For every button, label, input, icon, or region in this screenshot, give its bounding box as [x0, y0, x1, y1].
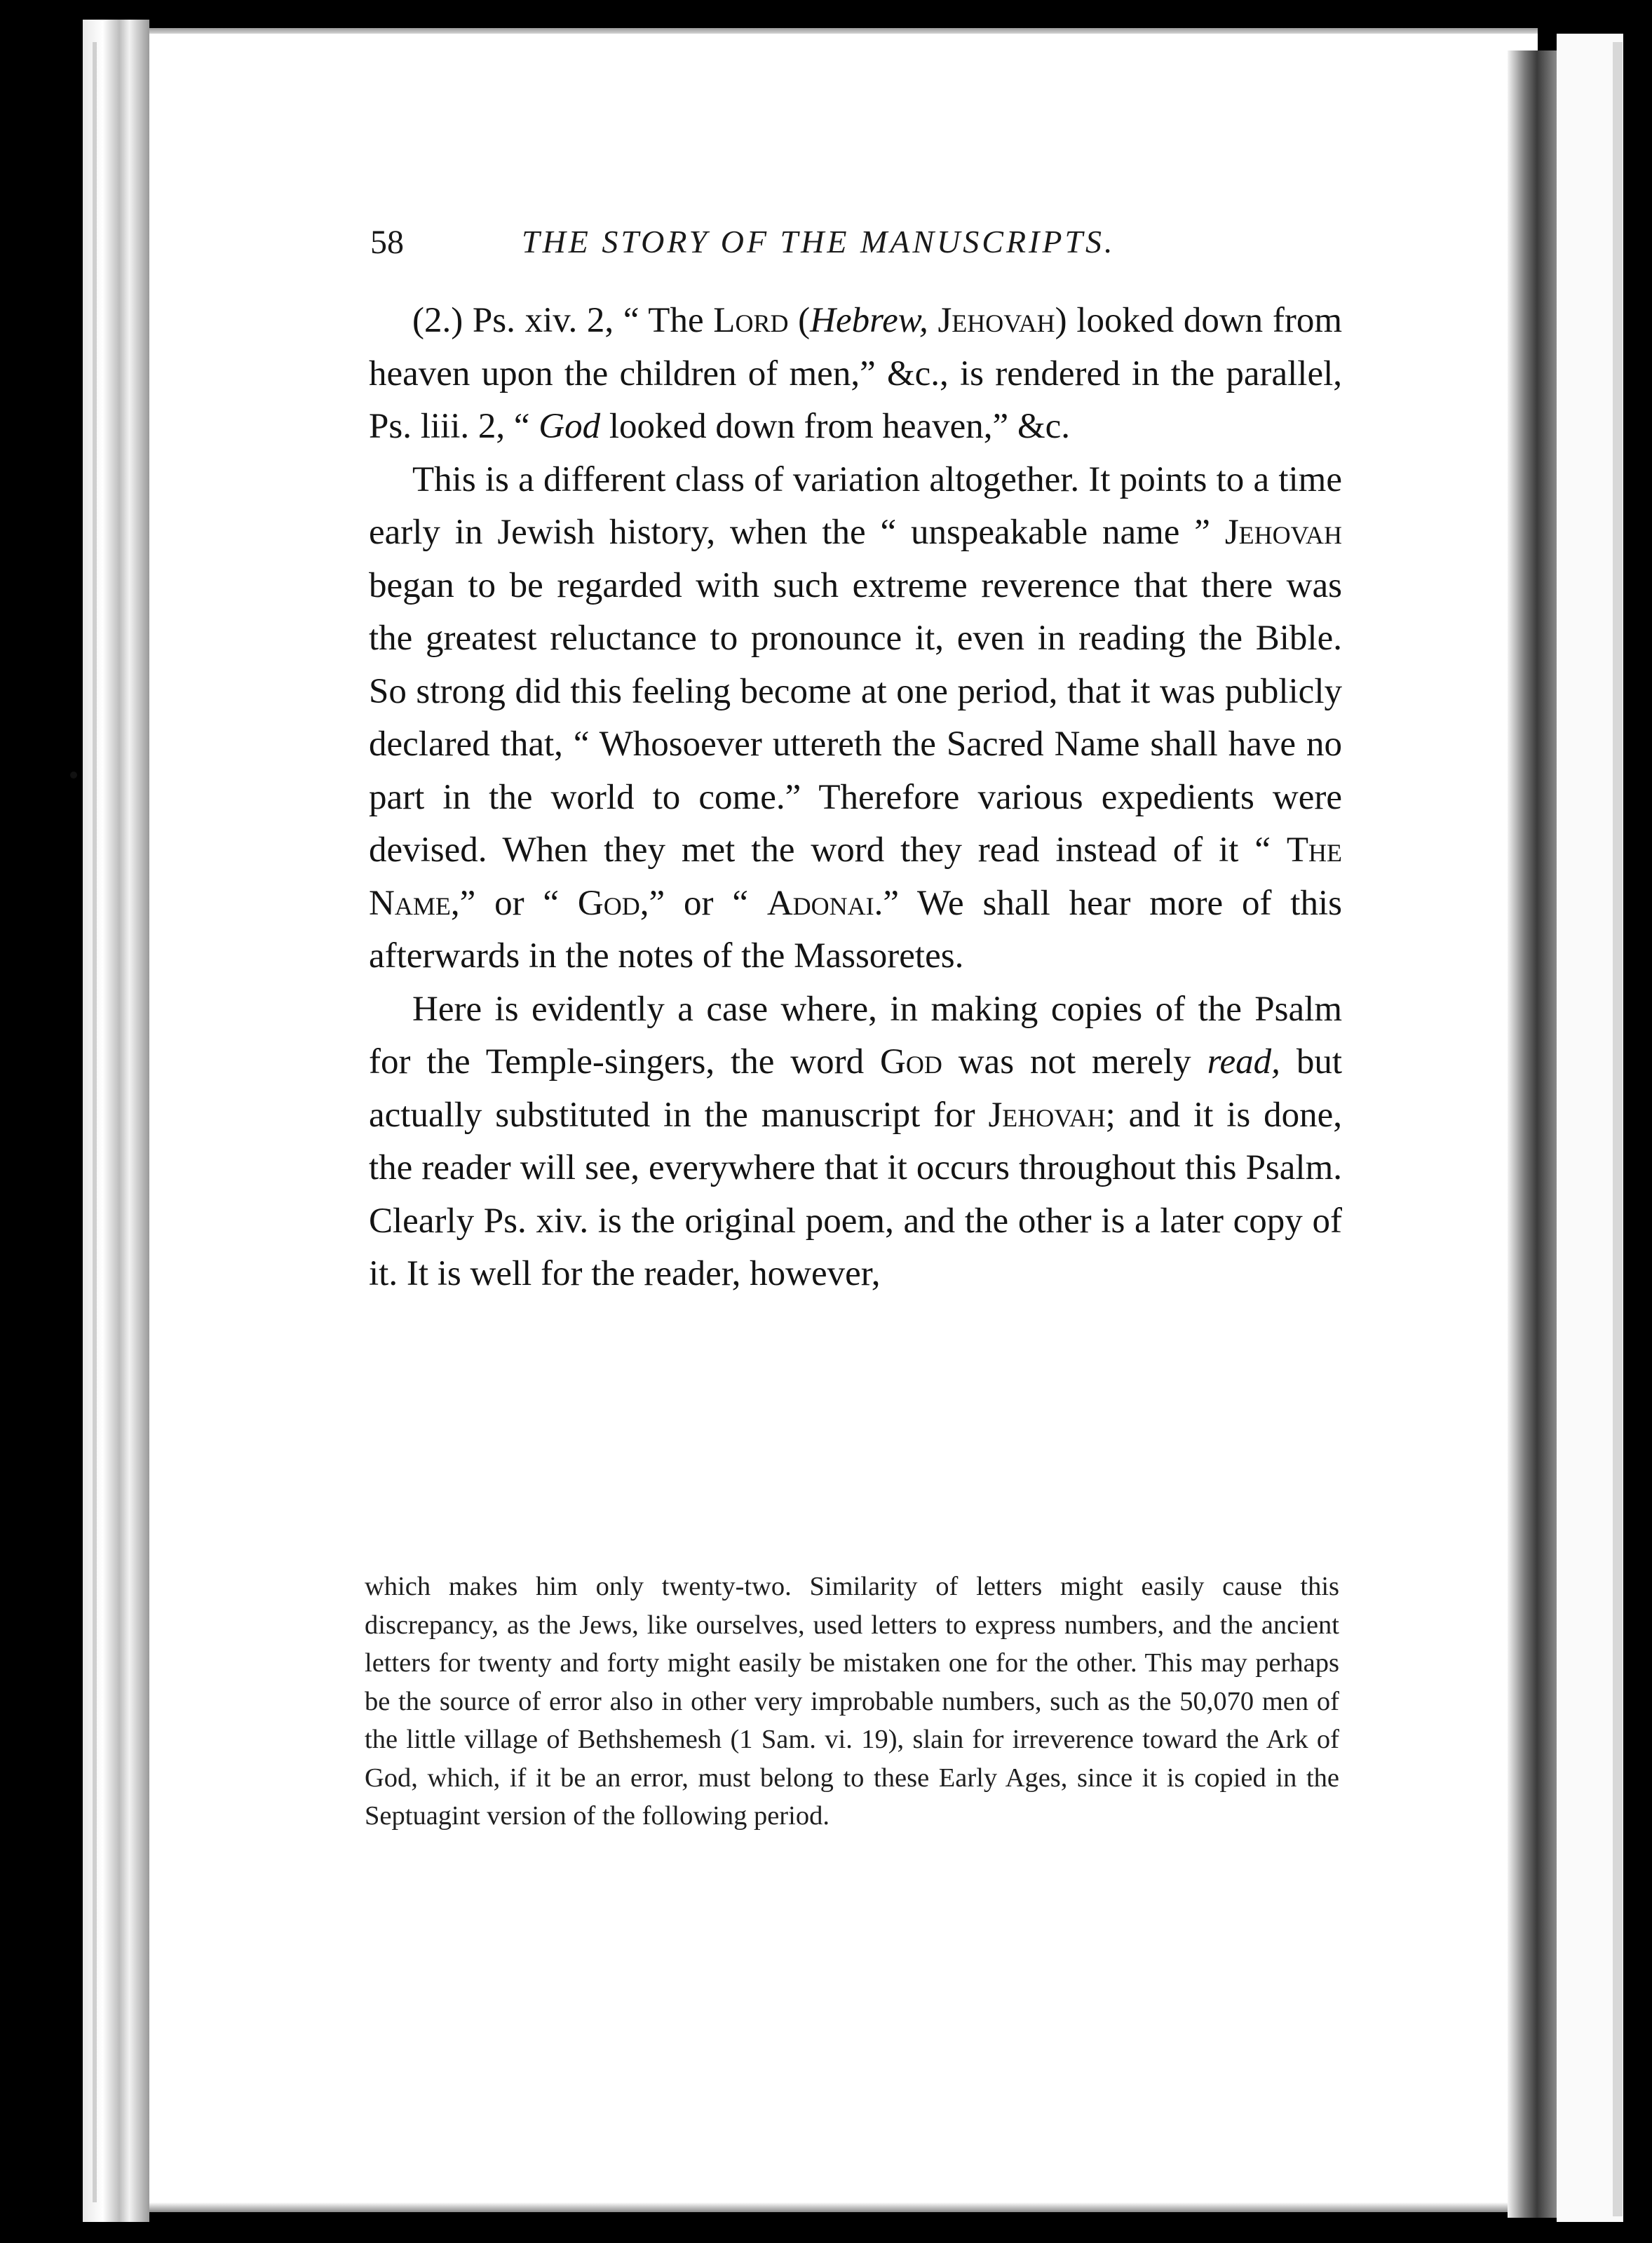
page-bottom-shadow — [149, 2202, 1538, 2212]
text-run: This is a different class of variation altogether. It points to a time early in Jewish history, when the “ unspeakable name ” — [369, 459, 1342, 552]
text-run: ) looked down from heaven upon the children of men,” &c., is rendered in the parallel, Ps. liii. 2, “ — [369, 301, 1343, 446]
text-run: Here is evidently a case where, in making copies of the Psalm for the Temple-singers, the word — [369, 989, 1342, 1082]
text-run-smallcaps: Lord — [713, 301, 789, 340]
facing-page-shade — [1613, 42, 1623, 2216]
text-run: but actually substituted in the manuscript for — [369, 1042, 1343, 1135]
paragraph-variation-class — [369, 454, 1342, 983]
page-number: 58 — [370, 224, 404, 261]
text-run: .” We shall hear more of this afterwards in the notes of the Massoretes. — [369, 883, 1342, 976]
text-run: ,” or “ — [639, 883, 767, 923]
text-run-smallcaps: Adonai — [766, 883, 874, 923]
text-run-smallcaps: Jehovah — [937, 301, 1055, 340]
right-gutter — [1508, 50, 1557, 2218]
text-run: (2.) Ps. xiv. 2, “ The — [412, 301, 714, 340]
footnote-text: which makes him only twenty-two. Similarity of letters might easily cause this discrepancy, as the Jews, like ourselves, used letters to express numbers, and the ancient letters for twenty and forty might easily be mistaken one for the other. This may perhaps be the source of error also in other very improbable numbers, such as the 50,070 men of the little village of Bethshemesh (1 Sam. vi. 19), slain for irreverence toward the Ark of God, which, if it be an error, must belong to these Early Ages, since it is copied in the Septuagint version of the following period. — [365, 1572, 1339, 1831]
binding-line — [93, 42, 97, 2202]
text-run: ; and it is done, the reader will see, everywhere that it occurs throughout this Psalm. Clearly Ps. xiv. is the original poem, and the other is a later copy of it. It is well for the reader, however, — [369, 1095, 1342, 1293]
margin-speck — [70, 772, 77, 779]
body-text — [369, 295, 1342, 1301]
page-header — [370, 223, 1352, 272]
text-run-smallcaps: God — [577, 883, 640, 923]
text-run — [928, 301, 938, 340]
running-head: THE STORY OF THE MANUSCRIPTS. — [522, 224, 1116, 260]
text-run-smallcaps: The Name — [369, 830, 1342, 923]
text-run-italic: Hebrew, — [810, 301, 928, 340]
text-run: looked down from heaven,” &c. — [600, 407, 1070, 446]
text-run: ,” or “ — [450, 883, 578, 923]
text-run: was not merely — [942, 1042, 1207, 1082]
text-run-smallcaps: Jehovah — [988, 1095, 1106, 1135]
footnote — [365, 1568, 1339, 1836]
text-run-italic: God — [539, 407, 601, 446]
text-run-italic: read, — [1207, 1042, 1280, 1082]
text-run-smallcaps: Jehovah — [1224, 513, 1342, 552]
text-run-smallcaps: God — [879, 1042, 942, 1082]
paragraph-temple-singers — [369, 983, 1342, 1301]
paragraph-psalm-variation — [369, 295, 1342, 454]
text-run: began to be regarded with such extreme reverence that there was the greatest reluctance to pronounce it, even in reading the Bible. So strong did this feeling become at one period, that it was publicly declared that, “ Whosoever uttereth the Sacred Name shall have no part in the world to come.” Therefore various expedients were devised. When they met the word they read instead of it “ — [369, 565, 1342, 870]
text-run: ( — [788, 301, 811, 340]
